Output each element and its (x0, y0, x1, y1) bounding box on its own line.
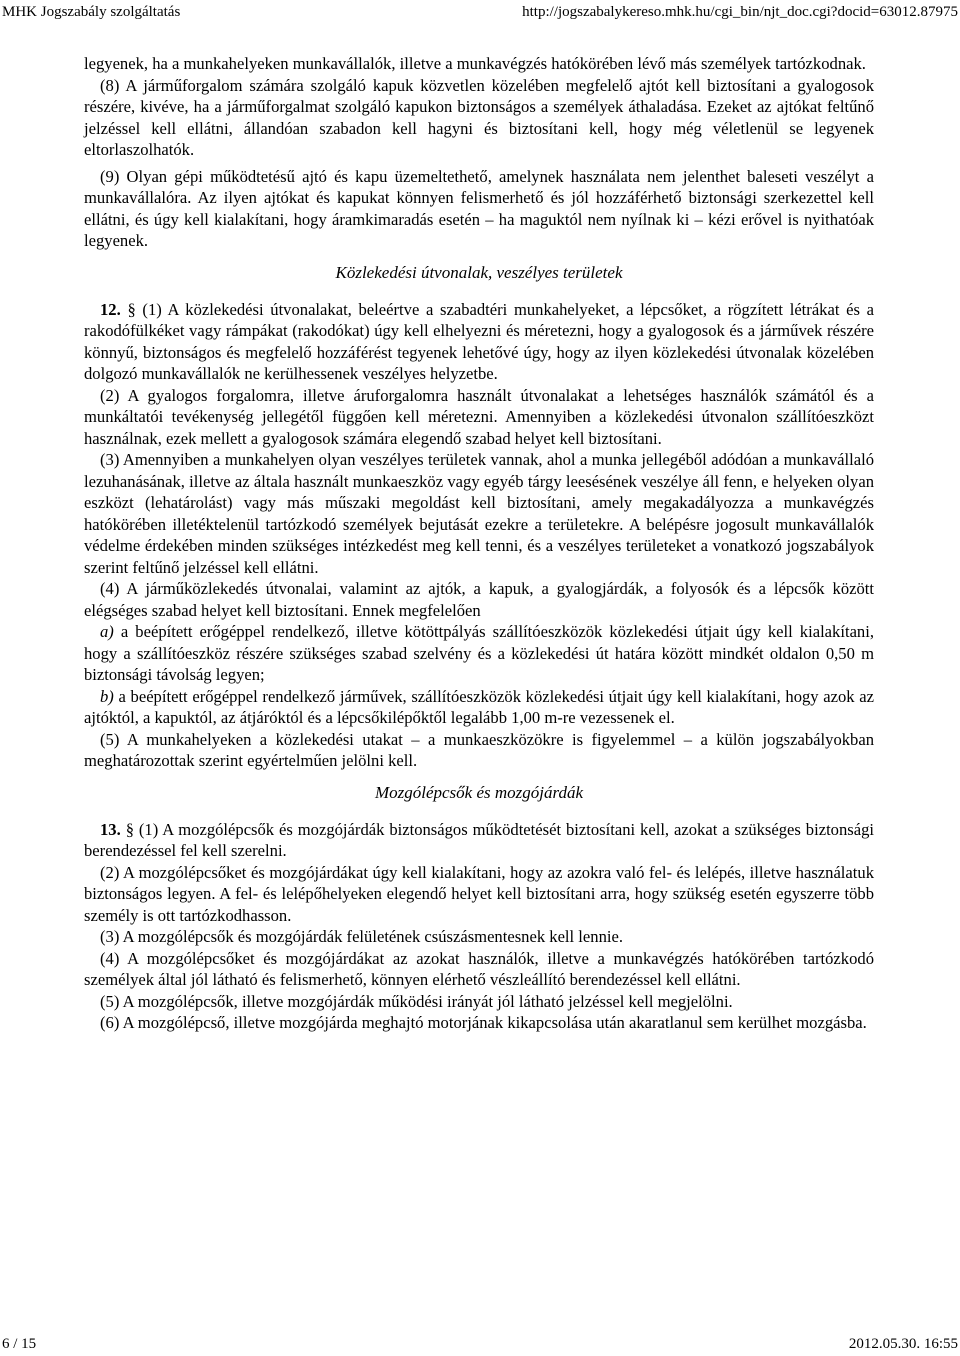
list-item-text: a beépített erőgéppel rendelkező járművek, szállítóeszközök közlekedési útjait úgy kell kialakítani, hogy azok az ajtóktól, a kapuktól, az átjáróktól és a lépcsőkilépőktől legalább 1,00 m-re vezessenek el. (84, 686, 874, 727)
list-item-text: a beépített erőgéppel rendelkező, illetve kötöttpályás szállítóeszközök közlekedési útjait úgy kell kialakítani, hogy a szállítóeszköz részére szükséges szabad szelvény és a közlekedési út határa között mindkét oldalon 0,50 m biztonsági távolság legyen; (84, 622, 874, 684)
page-number: 6 / 15 (2, 1336, 37, 1352)
section-number: 12. (100, 299, 121, 319)
page-footer (0, 1334, 960, 1354)
print-datetime: 2012.05.30. 16:55 (848, 1336, 958, 1352)
paragraph-text: § (1) A mozgólépcsők és mozgójárdák biztonságos működtetését biztosítani kell, azokat a szükséges biztonsági berendezéssel fel kell szerelni. (84, 819, 874, 860)
list-item (84, 621, 874, 686)
paragraph: (4) A járműközlekedés útvonalai, valamint az ajtók, a kapuk, a gyalogjárdák, a folyosók és a lépcsők között elégséges szabad helyet kell biztosítani. Ennek megfelelően (84, 579, 874, 620)
paragraph: (2) A mozgólépcsőket és mozgójárdákat úgy kell kialakítani, hogy az azokra való fel- és lelépés, illetve használatuk biztonságos legyen. A fel- és lelépőhelyeken elegendő helyet kell biztosítani arra, hogy szükség esetén egyszerre több személy is ott tartózkodhasson. (84, 862, 874, 925)
paragraph: (3) Amennyiben a munkahelyen olyan veszélyes területek vannak, ahol a munka jellegéből adódóan a munkavállaló lezuhanásának, illetve az általa használt munkaeszköz vagy egyéb tárgy leesésének veszélye áll fenn, e helyeken olyan eszközt (lehatárolást) vagy más műszaki megoldást kell biztosítani, amely megakadályozza a munkavégzés hatókörében illetéktelenül tartózkodó személyek bejutását ezekre a területekre. A belépésre jogosult munkavállalók védelme érdekében minden szükséges intézkedést meg kell tenni, és a veszélyes területeket a vonatkozó jogszabályok szerint feltűnő jelzéssel kell ellátni. (84, 450, 874, 577)
document-body (84, 53, 874, 1034)
header-source: MHK Jogszabály szolgáltatás (2, 4, 181, 20)
paragraph: (4) A mozgólépcsőket és mozgójárdákat az azokat használók, illetve a munkavégzés hatókörében tartózkodó személyek által jól látható és felismerhető, könnyen elérhető vészleállító berendezéssel kell ellátni. (84, 948, 874, 989)
paragraph: legyenek, ha a munkahelyeken munkavállalók, illetve a munkavégzés hatókörében lévő más személyek tartózkodnak. (84, 54, 866, 73)
list-item-label: a) (100, 622, 114, 641)
paragraph: (2) A gyalogos forgalomra, illetve áruforgalomra használt útvonalakat a lehetséges használók számától és a munkáltatói tevékenység jellegétől függően kell méretezni. Amennyiben a közlekedési útvonalon szállítóeszközt használnak, ezek mellett a gyalogosok számára elegendő szabad helyet kell biztosítani. (84, 385, 874, 448)
section-heading: Mozgólépcsők és mozgójárdák (374, 782, 584, 802)
section-number: 13. (100, 819, 121, 839)
paragraph-text: § (1) A közlekedési útvonalakat, beleértve a szabadtéri munkahelyeket, a lépcsőket, a rögzített létrákat és a rakodófülkéket vagy rámpákat (rakodókat) úgy kell elhelyezni és méretezni, hogy a gyalogosok és a járművek részére könnyű, biztonságos és megfelelő hozzáférést tegyenek lehetővé úgy, hogy az ilyen közlekedési útvonalak közelében dolgozó munkavállalók ne kerülhessenek veszélyes helyzetbe. (84, 299, 874, 383)
paragraph: (5) A mozgólépcsők, illetve mozgójárdák működési irányát jól látható jelzéssel kell megjelölni. (100, 991, 733, 1011)
paragraph: (6) A mozgólépcső, illetve mozgójárda meghajtó motorjának kikapcsolása után akaratlanul sem kerülhet mozgásba. (100, 1013, 867, 1032)
list-item (84, 686, 874, 729)
paragraph (84, 299, 874, 385)
section-heading: Közlekedési útvonalak, veszélyes területek (335, 262, 623, 282)
paragraph: (5) A munkahelyeken a közlekedési utakat – a munkaeszközökre is figyelemmel – a külön jogszabályokban meghatározottak szerint egyértelműen jelölni kell. (84, 729, 874, 770)
header-url: http://jogszabalykereso.mhk.hu/cgi_bin/njt_doc.cgi?docid=63012.87975 (522, 4, 958, 20)
page-header (0, 2, 960, 24)
paragraph (84, 819, 874, 862)
paragraph: (8) A járműforgalom számára szolgáló kapuk közvetlen közelében megfelelő ajtót kell biztosítani a gyalogosok részére, kivéve, ha a járműforgalmat szolgáló kapukon biztonságos a személyek áthaladása. Ezeket az ajtókat feltűnő jelzéssel kell ellátni, állandóan szabadon kell hagyni és biztosítani kell, hogy még véletlenül se legyenek eltorlaszolhatók. (84, 75, 874, 159)
list-item-label: b) (100, 686, 114, 706)
paragraph: (9) Olyan gépi működtetésű ajtó és kapu üzemeltethető, amelynek használata nem jelenthet baleseti veszélyt a munkavállalóra. Az ilyen ajtókat és kapukat könnyen felismerhető és jól hozzáférhető biztonsági szerkezettel kell ellátni, és úgy kell kialakítani, hogy áramkimaradás esetén – ha maguktól nem nyílnak ki – kézi erővel is nyithatóak legyenek. (84, 166, 874, 250)
paragraph: (3) A mozgólépcsők és mozgójárdák felületének csúszásmentesnek kell lennie. (100, 927, 623, 946)
